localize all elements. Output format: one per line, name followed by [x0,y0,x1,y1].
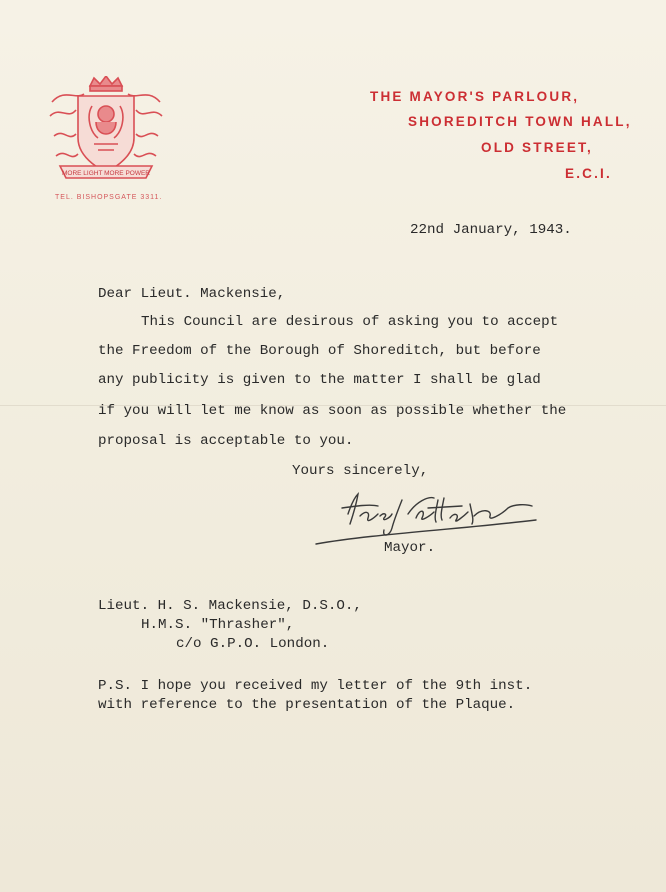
letterhead-address-line-2: SHOREDITCH TOWN HALL, [408,114,632,129]
recipient-address-line-3: c/o G.P.O. London. [176,636,330,652]
signatory-title: Mayor. [384,540,436,556]
svg-text:MORE LIGHT MORE POWER: MORE LIGHT MORE POWER [62,170,150,177]
closing: Yours sincerely, [292,463,429,479]
salutation: Dear Lieut. Mackensie, [98,286,286,302]
letterhead-address-line-4: E.C.I. [565,166,612,181]
mayor-signature-icon [312,484,538,548]
body-line-4: if you will let me know as soon as possible whether the [98,403,567,419]
letterhead-address-line-3: OLD STREET, [481,140,593,155]
postscript-line-2: with reference to the presentation of the Plaque. [98,697,516,713]
postscript-line-1: P.S. I hope you received my letter of the 9th inst. [98,678,533,694]
borough-crest-icon [46,76,166,186]
body-line-1: This Council are desirous of asking you to accept [141,314,559,330]
letterhead-address-line-1: THE MAYOR'S PARLOUR, [370,89,580,104]
recipient-address-line-1: Lieut. H. S. Mackensie, D.S.O., [98,598,362,614]
recipient-address-line-2: H.M.S. "Thrasher", [141,617,295,633]
body-line-5: proposal is acceptable to you. [98,433,354,449]
body-line-2: the Freedom of the Borough of Shoreditch, but before [98,343,541,359]
letter-date: 22nd January, 1943. [410,222,572,238]
body-line-3: any publicity is given to the matter I shall be glad [98,372,541,388]
telephone-number: TEL. BISHOPSGATE 3311. [55,194,163,201]
